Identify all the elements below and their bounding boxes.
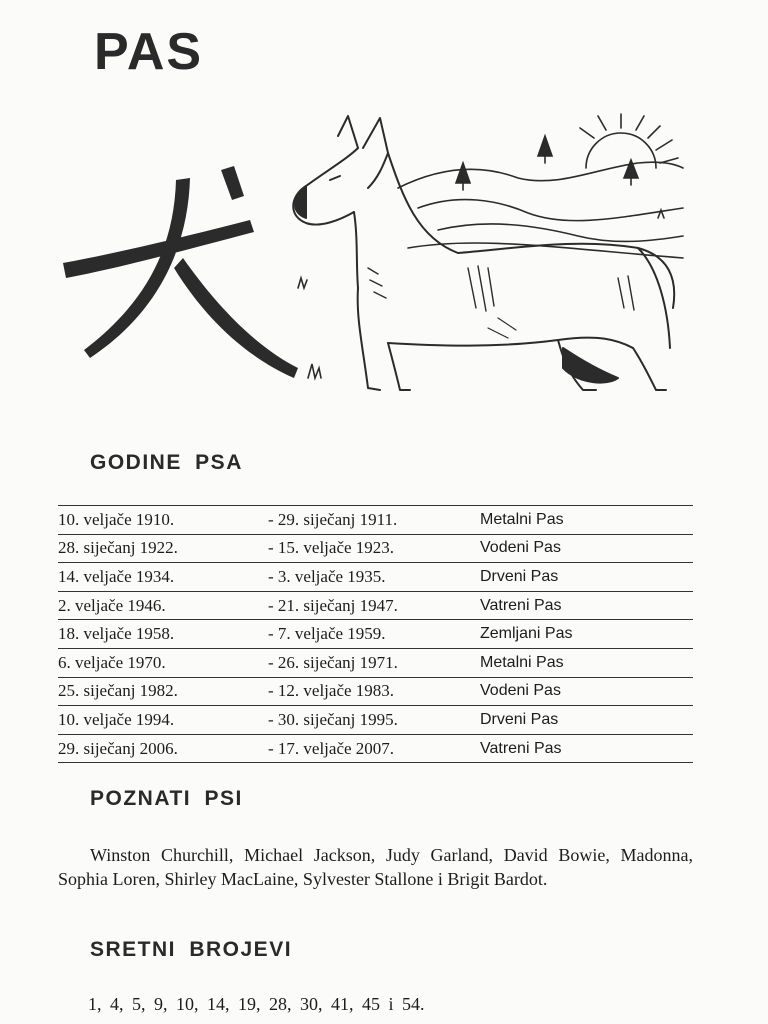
end-date: - 3. veljače 1935. bbox=[268, 566, 386, 586]
start-date: 10. veljače 1910. bbox=[58, 509, 175, 529]
element-type: Zemljani Pas bbox=[480, 625, 573, 643]
table-row bbox=[58, 648, 693, 677]
start-date: 28. siječanj 1922. bbox=[58, 538, 178, 558]
end-date: - 17. veljače 2007. bbox=[268, 738, 395, 758]
end-date: - 30. siječanj 1995. bbox=[268, 709, 398, 729]
start-date: 2. veljače 1946. bbox=[58, 595, 166, 615]
famous-heading: POZNATI PSI bbox=[90, 787, 243, 810]
years-heading: GODINE PSA bbox=[90, 451, 243, 474]
table-row bbox=[58, 706, 693, 735]
start-date: 18. veljače 1958. bbox=[58, 624, 175, 644]
end-date: - 26. siječanj 1971. bbox=[268, 652, 398, 672]
element-type: Vatreni Pas bbox=[480, 739, 562, 757]
table-row bbox=[58, 591, 693, 620]
element-type: Vodeni Pas bbox=[480, 682, 561, 700]
table-row bbox=[58, 677, 693, 706]
dog-illustration bbox=[58, 108, 698, 400]
start-date: 29. siječanj 2006. bbox=[58, 738, 178, 758]
start-date: 25. siječanj 1982. bbox=[58, 681, 178, 701]
element-type: Drveni Pas bbox=[480, 710, 559, 728]
famous-dogs-text: Winston Churchill, Michael Jackson, Judy Garland, David Bowie, Madonna, Sophia Loren, Shirley MacLaine, Sylvester Stallone i Brigit Bardot. bbox=[58, 845, 693, 889]
element-type: Metalni Pas bbox=[480, 653, 564, 671]
end-date: - 7. veljače 1959. bbox=[268, 624, 386, 644]
element-type: Vatreni Pas bbox=[480, 596, 562, 614]
end-date: - 15. veljače 1923. bbox=[268, 538, 395, 558]
page-title: PAS bbox=[94, 23, 204, 81]
start-date: 10. veljače 1994. bbox=[58, 709, 175, 729]
end-date: - 29. siječanj 1911. bbox=[268, 509, 398, 529]
kanji-dog-character bbox=[60, 126, 310, 400]
element-type: Drveni Pas bbox=[480, 567, 559, 585]
table-row bbox=[58, 506, 693, 535]
table-row bbox=[58, 734, 693, 763]
table-row bbox=[58, 620, 693, 649]
end-date: - 12. veljače 1983. bbox=[268, 681, 395, 701]
table-row bbox=[58, 563, 693, 592]
end-date: - 21. siječanj 1947. bbox=[268, 595, 398, 615]
dog-years-table bbox=[58, 505, 693, 763]
table-row bbox=[58, 534, 693, 563]
element-type: Vodeni Pas bbox=[480, 539, 561, 557]
element-type: Metalni Pas bbox=[480, 510, 564, 528]
start-date: 6. veljače 1970. bbox=[58, 652, 166, 672]
lucky-numbers: 1, 4, 5, 9, 10, 14, 19, 28, 30, 41, 45 i 54. bbox=[88, 994, 425, 1014]
lucky-numbers-heading: SRETNI BROJEVI bbox=[90, 938, 293, 961]
start-date: 14. veljače 1934. bbox=[58, 566, 175, 586]
